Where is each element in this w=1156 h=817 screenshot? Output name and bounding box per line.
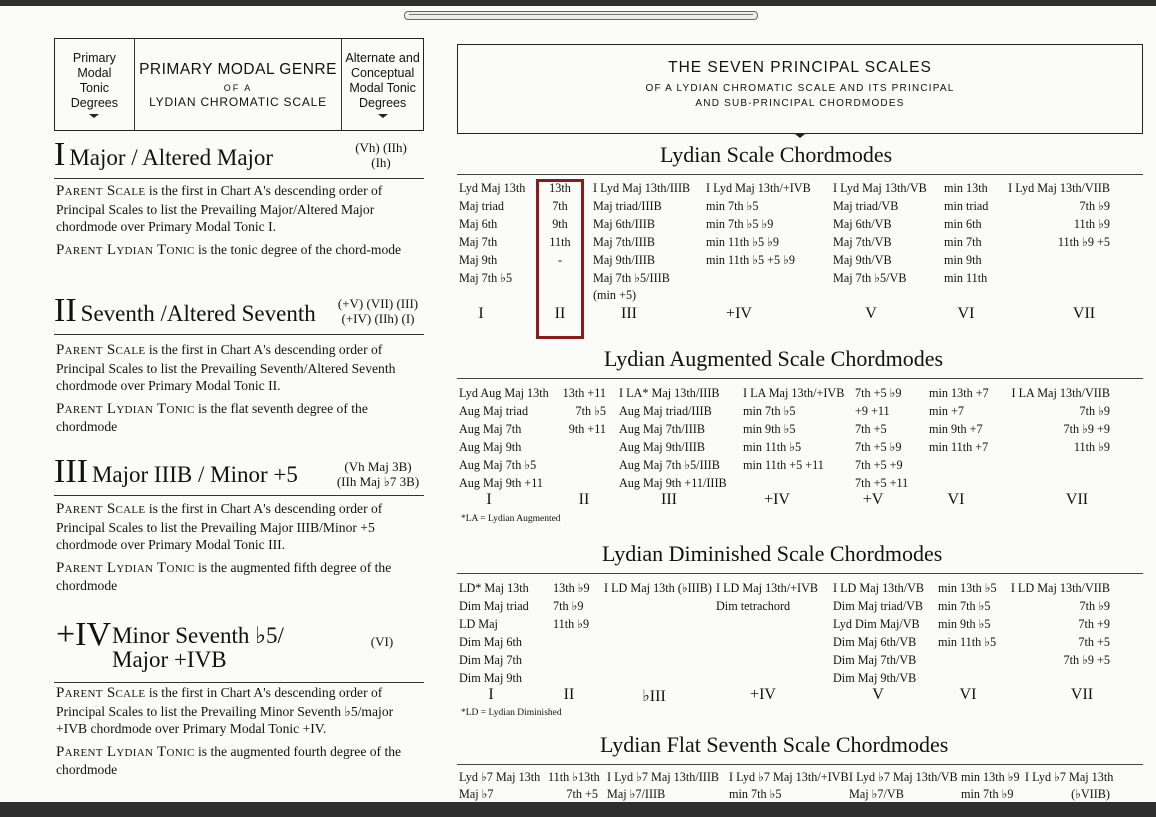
scale-degree: III	[621, 305, 637, 322]
chordmode-entry: 11th ♭9	[553, 617, 590, 631]
term-label: Parent Lydian Tonic	[56, 559, 195, 576]
chordmode-entry: 7th	[552, 198, 568, 213]
divider	[457, 764, 1143, 765]
down-arrow-icon	[378, 114, 388, 118]
roman-numeral: III	[54, 453, 88, 490]
chordmode-entry: I LA Maj 13th/VIIB	[1011, 386, 1110, 400]
alt-degree-text: (+V) (VII) (III)	[337, 296, 419, 311]
divider	[457, 174, 1143, 175]
chordmode-entry: min 11th ♭5 ♭9	[706, 234, 779, 249]
section-title-line: Minor Seventh ♭5/	[112, 623, 284, 648]
chordmode-entry: I LA* Maj 13th/IIIB	[619, 386, 720, 400]
chordmode-column	[544, 180, 576, 270]
paragraph-text: is the flat seventh degree of the chordmode	[56, 400, 368, 435]
chordmode-entry: I LA Maj 13th/+IVB	[743, 386, 845, 400]
scale-degree: +V	[862, 491, 884, 508]
section-iii-text	[56, 500, 418, 600]
chordmode-entry: Aug Maj 7th ♭5	[459, 458, 537, 472]
chordmode-column	[619, 384, 727, 492]
section-title: Major / Altered Major	[69, 145, 274, 170]
chordmode-column	[593, 180, 690, 305]
chordmode-column	[459, 769, 540, 802]
chordmode-entry: Maj 9th	[459, 252, 498, 267]
chordmode-entry: min 6th	[944, 216, 982, 231]
scale-degree: VII	[1065, 491, 1089, 508]
scale-degree: II	[563, 686, 575, 703]
section-title: Lydian Diminished Scale Chordmodes	[602, 541, 943, 566]
chordmode-entry: 11th ♭13th	[548, 770, 600, 784]
chordmode-entry: Dim Maj 7th/VB	[833, 653, 917, 667]
chordmode-column	[833, 180, 927, 287]
chordmode-entry: Maj 7th/VB	[833, 234, 892, 249]
chordmode-column	[944, 180, 988, 287]
scale-degree: VII	[1072, 305, 1096, 322]
chordmode-entry: 11th	[549, 234, 571, 249]
divider	[457, 378, 1143, 379]
alt-degrees	[332, 459, 424, 489]
chordmode-entry: min 11th +5 +11	[743, 458, 824, 472]
chordmode-entry: Maj 9th/IIIB	[593, 252, 655, 267]
chordmode-entry: Aug Maj 9th	[459, 440, 522, 454]
roman-numeral: II	[54, 292, 77, 329]
section-title: Lydian Scale Chordmodes	[660, 142, 893, 167]
chordmode-entry: I Lyd ♭7 Maj 13th	[1025, 770, 1114, 784]
section-ii-heading	[54, 294, 424, 335]
scale-degree: I	[478, 305, 484, 322]
scale-degree: V	[872, 686, 884, 703]
chordmode-entry: 11th ♭9 +5	[1057, 234, 1110, 249]
header-subtitle: OF A LYDIAN CHROMATIC SCALE AND ITS PRINCIPAL	[645, 83, 955, 94]
chordmode-entry: Maj triad	[459, 198, 505, 213]
term-label: Parent Scale	[56, 501, 146, 517]
paragraph-text: is the tonic degree of the chord-mode	[198, 241, 402, 257]
alt-degree-text: (Ih)	[371, 155, 391, 170]
roman-numeral: I	[54, 136, 66, 173]
modal-genre-header	[135, 39, 342, 130]
header-title: PRIMARY MODAL GENRE	[139, 60, 337, 78]
paragraph-text: is the augmented fifth degree of the chordmode	[56, 559, 392, 594]
chordmode-entry: 7th +5	[1078, 635, 1110, 649]
chordmode-entry: 7th +9	[1078, 617, 1110, 631]
chordmode-entry: min 7th ♭5	[743, 404, 796, 418]
chordmode-entry: min 7th ♭5	[729, 787, 782, 801]
chordmode-entry: Aug Maj 7th	[459, 422, 522, 436]
chordmode-entry: min 13th	[944, 181, 988, 195]
chordmode-entry: Maj 7th ♭5	[459, 270, 513, 285]
chordmode-entry: Aug Maj triad/IIIB	[619, 404, 712, 418]
scale-degree: II	[578, 491, 590, 508]
section-i-heading	[54, 138, 424, 179]
scale-degree: II	[554, 305, 566, 322]
term-label: Parent Lydian Tonic	[56, 400, 195, 417]
chordmode-entry: min 7th ♭5 ♭9	[706, 216, 774, 231]
footnote: *LA = Lydian Augmented	[461, 514, 561, 524]
chordmode-entry: Lyd ♭7 Maj 13th	[459, 770, 541, 784]
section-iv-text	[56, 684, 418, 784]
alt-degree-text: (Vh Maj 3B)	[344, 459, 412, 474]
chordmode-entry: I LD Maj 13th/VIIB	[1010, 581, 1110, 595]
chordmode-entry: Maj 9th/VB	[833, 252, 892, 267]
chordmode-column	[548, 769, 598, 802]
chordmode-entry: 7th +5	[855, 422, 887, 436]
chordmode-entry: 7th +5	[566, 787, 598, 801]
chordmode-entry: min 11th ♭5	[743, 440, 802, 454]
chordmode-column	[604, 579, 712, 597]
section-iii-heading	[54, 455, 424, 496]
chordmode-column	[1005, 579, 1110, 669]
chordmode-entry: min 13th +7	[929, 386, 989, 400]
chordmode-entry: I Lyd Maj 13th/+IVB	[706, 181, 811, 195]
paragraph-text: is the first in Chart A's descending order of Principal Scales to list the Prevailing Major IIIB/Minor +5 chordmode over Primary Modal Tonic III.	[56, 501, 383, 553]
chordmode-column	[1005, 384, 1110, 456]
chordmode-entry: I LD Maj 13th (♭IIIB)	[604, 581, 712, 595]
chordmode-entry: 7th +5 ♭9	[855, 386, 902, 400]
chordmode-column	[459, 384, 549, 492]
chordmode-entry: 7th ♭9	[1079, 198, 1110, 213]
header-of: OF A	[223, 82, 253, 93]
chordmode-entry: I Lyd Maj 13th/VB	[833, 181, 927, 195]
scale-degree: III	[661, 491, 677, 508]
chordmode-entry: 7th ♭9	[1079, 404, 1110, 418]
header-text: Conceptual	[350, 66, 415, 80]
header-text: Tonic	[79, 81, 109, 95]
chordmode-entry: Dim tetrachord	[716, 599, 791, 613]
header-text: Degrees	[70, 96, 119, 110]
scale-degree: ♭III	[642, 688, 666, 705]
chordmode-entry: 7th ♭9 +9	[1063, 422, 1110, 436]
chordmode-entry: 9th +11	[568, 422, 606, 436]
chordmode-entry: 7th ♭5	[575, 404, 606, 418]
chordmode-entry: 7th ♭9	[553, 599, 584, 613]
scale-degree: VI	[957, 305, 975, 322]
chordmode-entry: Dim Maj 6th	[459, 635, 522, 649]
chordmode-entry: min triad	[944, 198, 989, 213]
chordmode-entry: min 13th ♭5	[938, 581, 997, 595]
header-text: Degrees	[358, 96, 407, 110]
chordmode-column	[938, 579, 997, 651]
chordmode-entry: Maj ♭7	[459, 787, 494, 801]
alt-degrees	[362, 634, 402, 649]
chordmode-entry: Dim Maj triad/VB	[833, 599, 924, 613]
alt-degrees	[332, 296, 424, 326]
term-label: Parent Lydian Tonic	[56, 241, 195, 258]
chordmode-entry: Maj ♭7/VB	[849, 787, 904, 801]
chordmode-column	[849, 769, 958, 802]
chordmode-entry: 13th ♭9	[553, 581, 590, 595]
chordmode-entry: Maj triad/IIIB	[593, 198, 662, 213]
scale-degree: V	[865, 305, 877, 322]
chordmode-entry: Aug Maj 7th ♭5/IIIB	[619, 458, 720, 472]
section-title: Seventh /Altered Seventh	[80, 301, 316, 326]
chordmode-entry: Dim Maj 9th/VB	[833, 671, 917, 685]
roman-numeral: +IV	[56, 616, 112, 653]
right-header-box	[457, 44, 1143, 134]
chordmode-entry: I LD Maj 13th/+IVB	[716, 581, 818, 595]
chordmode-column	[743, 384, 844, 474]
chordmode-entry: Maj 7th	[459, 234, 498, 249]
chordmode-entry: Maj 6th/IIIB	[593, 216, 655, 231]
chordmode-entry: 7th ♭9	[1079, 599, 1110, 613]
chordmode-entry: min +7	[929, 404, 964, 418]
chordmode-column	[929, 384, 989, 456]
chordmode-entry: Maj 6th	[459, 216, 498, 231]
section-iv-heading	[54, 614, 424, 683]
down-arrow-icon	[89, 114, 99, 118]
alt-degrees	[346, 140, 416, 170]
chordmode-entry: Dim Maj 9th	[459, 671, 522, 685]
paragraph-text: is the first in Chart A's descending order of Principal Scales to list the Prevailing Major/Altered Major chordmode over Primary Modal Tonic I.	[56, 183, 383, 235]
chordmode-entry: min 7th	[944, 234, 982, 249]
chordmode-entry: Maj triad/VB	[833, 198, 899, 213]
scale-degree: +IV	[750, 686, 776, 703]
scale-degree: I	[488, 686, 494, 703]
scale-degree: I	[486, 491, 492, 508]
chordmode-entry: min 11th ♭5	[938, 635, 997, 649]
chordmode-entry: (♭VIIB)	[1071, 787, 1110, 801]
chordmode-column	[1025, 769, 1114, 802]
alt-degree-text: (VI)	[370, 634, 394, 649]
chordmode-entry: min 13th ♭9	[961, 770, 1020, 784]
viewer-bottom-bar	[0, 802, 1156, 817]
scale-degree: +IV	[764, 491, 790, 508]
chordmode-entry: 11th ♭9	[1073, 216, 1110, 231]
section-title-line: Major +IVB	[112, 647, 227, 672]
chordmode-column	[560, 384, 606, 438]
header-text: Modal Tonic	[349, 81, 416, 95]
chordmode-entry: Aug Maj triad	[459, 404, 529, 418]
chordmode-entry: -	[557, 252, 563, 267]
chordmode-column	[961, 769, 1020, 802]
chordmode-entry: min 11th +7	[929, 440, 989, 454]
chordmode-entry: Dim Maj 6th/VB	[833, 635, 917, 649]
chordmode-entry: 7th ♭9 +5	[1063, 653, 1110, 667]
header-subtitle: AND SUB-PRINCIPAL CHORDMODES	[695, 98, 905, 109]
chordmode-entry: min 7th ♭5	[706, 198, 759, 213]
section-title: Lydian Flat Seventh Scale Chordmodes	[600, 732, 949, 757]
chordmode-entry: min 7th ♭9	[961, 787, 1014, 801]
chordmode-entry: 13th +11	[562, 386, 606, 400]
paragraph-text: is the augmented fourth degree of the chordmode	[56, 743, 402, 778]
scale-degree: VII	[1070, 686, 1094, 703]
chordmode-entry: I Lyd Maj 13th/VIIB	[1008, 181, 1110, 195]
section-title: Major IIIB / Minor +5	[91, 462, 298, 487]
chordmode-entry: Maj ♭7/IIIB	[607, 787, 666, 801]
alt-degree-text: (Vh) (IIh)	[355, 140, 407, 155]
chordmode-entry: I Lyd ♭7 Maj 13th/+IVB	[729, 770, 849, 784]
chordmode-entry: min 7th ♭5	[938, 599, 991, 613]
paragraph-text: is the first in Chart A's descending order of Principal Scales to list the Prevailing Minor Seventh ♭5/major +IVB chordmode over Primary Modal Tonic +IV.	[56, 685, 394, 737]
chordmode-entry: LD* Maj 13th	[459, 581, 529, 595]
chordmode-entry: Lyd Maj 13th	[459, 181, 526, 195]
chordmode-entry: 7th +5 +11	[855, 476, 909, 490]
chordmode-entry: min 11th ♭5 +5 ♭9	[706, 252, 796, 267]
chordmode-entry: Maj 6th/VB	[833, 216, 892, 231]
chordmode-column	[855, 384, 908, 492]
chordmode-column	[607, 769, 719, 802]
chordmode-entry: 7th +5 +9	[855, 458, 903, 472]
chordmode-entry: Maj 7th ♭5/VB	[833, 270, 907, 285]
chordmode-entry: LD Maj	[459, 617, 498, 631]
chordmode-entry: (min +5)	[593, 288, 637, 303]
chordmode-entry: min 9th ♭5	[938, 617, 991, 631]
chordmode-entry: I LD Maj 13th/VB	[833, 581, 925, 595]
chordmode-column	[706, 180, 811, 270]
section-ii-text	[56, 341, 418, 441]
chordmode-entry: I Lyd Maj 13th/IIIB	[593, 181, 691, 195]
chordmode-column	[716, 579, 818, 615]
chordmode-entry: 11th ♭9	[1073, 440, 1110, 454]
chordmode-column	[459, 180, 525, 287]
footnote: *LD = Lydian Diminished	[461, 708, 562, 718]
scale-degree: VI	[947, 491, 965, 508]
header-subtitle: LYDIAN CHROMATIC SCALE	[149, 94, 327, 109]
alt-degree-text: (IIh Maj ♭7 3B)	[336, 474, 420, 489]
section-i-text	[56, 182, 418, 264]
chordmode-entry: I Lyd ♭7 Maj 13th/VB	[849, 770, 958, 784]
header-text: Modal	[77, 66, 112, 80]
chordmode-entry: +9 +11	[855, 404, 890, 418]
chordmode-entry: Dim Maj 7th	[459, 653, 522, 667]
chordmode-column	[553, 579, 593, 633]
chordmode-entry: Maj 7th ♭5/IIIB	[593, 270, 670, 285]
left-header-box	[54, 38, 424, 131]
chordmode-entry: 9th	[552, 216, 568, 231]
chordmode-column	[833, 579, 924, 687]
page	[0, 6, 1156, 802]
chordmode-entry: Lyd Dim Maj/VB	[833, 617, 920, 631]
chordmode-entry: Lyd Aug Maj 13th	[459, 386, 549, 400]
section-title	[112, 624, 284, 672]
header-text: Primary	[72, 51, 116, 65]
chordmode-entry: min 9th +7	[929, 422, 983, 436]
chordmode-entry: I Lyd ♭7 Maj 13th/IIIB	[607, 770, 720, 784]
chordmode-entry: Aug Maj 7th/IIIB	[619, 422, 705, 436]
scale-degree: VI	[959, 686, 977, 703]
chordmode-entry: 7th +5 ♭9	[855, 440, 902, 454]
chordmode-entry: Aug Maj 9th +11	[459, 476, 543, 490]
chordmode-entry: min 9th	[944, 252, 982, 267]
alt-degree-text: (+IV) (IIh) (I)	[341, 311, 415, 326]
scale-degree: +IV	[726, 305, 752, 322]
header-title: THE SEVEN PRINCIPAL SCALES	[668, 59, 932, 76]
paragraph-text: is the first in Chart A's descending order of Principal Scales to list the Prevailing Seventh/Altered Seventh chordmode over Primary Modal Tonic II.	[56, 342, 396, 394]
header-text: Alternate and	[345, 51, 420, 65]
divider	[457, 573, 1143, 574]
chordmode-entry: Dim Maj triad	[459, 599, 529, 613]
primary-tonic-header	[55, 39, 135, 130]
down-arrow-icon	[795, 134, 805, 138]
term-label: Parent Scale	[56, 183, 146, 199]
chordmode-entry: Maj 7th/IIIB	[593, 234, 655, 249]
chordmode-column	[459, 579, 529, 687]
chordmode-column	[729, 769, 849, 802]
top-ornament-rule	[404, 11, 758, 20]
term-label: Parent Lydian Tonic	[56, 743, 195, 760]
chordmode-entry: min 11th	[944, 270, 988, 285]
chordmode-entry: min 9th ♭5	[743, 422, 796, 436]
chordmode-entry: 13th	[549, 181, 571, 195]
term-label: Parent Scale	[56, 685, 146, 701]
term-label: Parent Scale	[56, 342, 146, 358]
alternate-tonic-header	[342, 39, 423, 130]
chordmode-entry: Aug Maj 9th/IIIB	[619, 440, 705, 454]
chordmode-entry: Aug Maj 9th +11/IIIB	[619, 476, 727, 490]
chordmode-column	[1000, 180, 1110, 252]
section-title: Lydian Augmented Scale Chordmodes	[604, 346, 944, 371]
